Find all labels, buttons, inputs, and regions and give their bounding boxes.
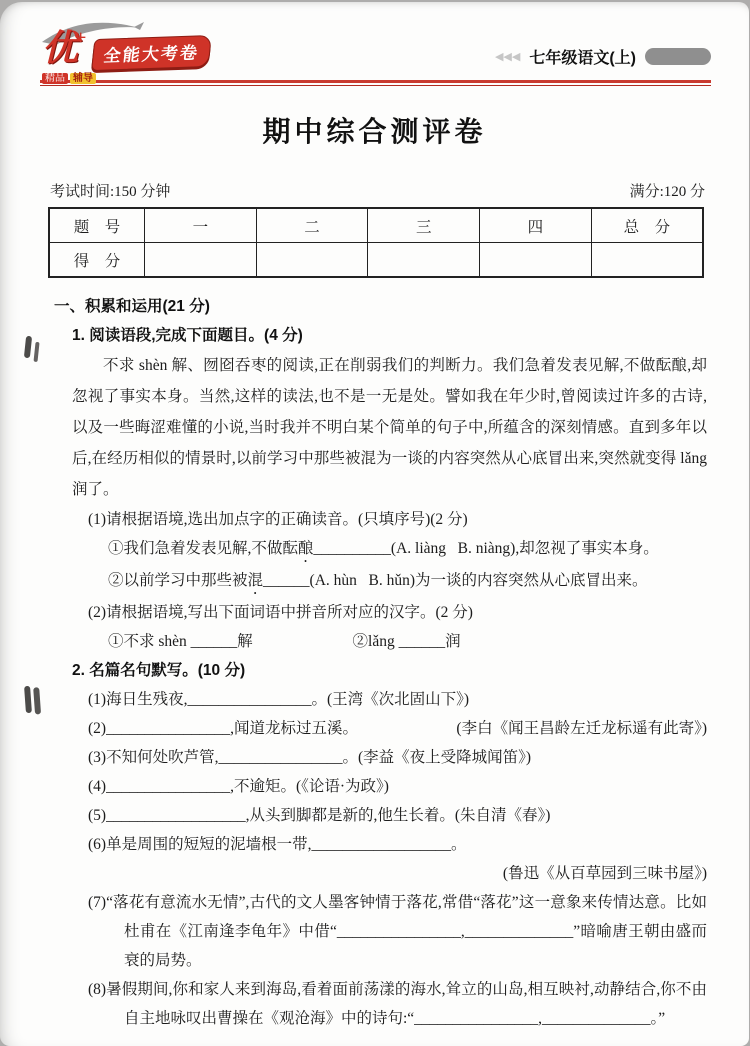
badge-jingpin: 精品 [42,73,68,84]
score-blank-cell [368,243,480,278]
q2-line-8: (8)暑假期间,你和家人来到海岛,看着面前荡漾的海水,耸立的山岛,相互映衬,动静结合,你不由自主地咏叹出曹操在《观沧海》中的诗句:“________________,______________。” [88,981,707,1027]
q1-item1-dotted-char: 酿 [297,540,314,557]
triple-arrow-icon: ◀◀◀ [494,51,521,63]
q1-sub1-item1 [108,534,707,566]
q2-line-2 [88,714,707,743]
q2-line-5: (5)__________________,从头到脚都是新的,他生长着。(朱自清《春》) [88,807,551,824]
exam-body [0,278,749,1033]
brand-logo [42,26,272,84]
score-blank-cell [591,243,703,278]
score-table-header-row [49,208,703,243]
logo-you-character: 优 [42,27,79,68]
q1-sub2-item2: ②lǎng ______润 [352,633,461,650]
q2-line-4: (4)________________,不逾矩。(《论语·为政》) [88,778,389,795]
logo-plus-sign: + [75,27,87,49]
q1-sub1-item2 [108,566,707,598]
q2-line-1: (1)海日生残夜,________________。(王湾《次北固山下》) [88,691,470,708]
score-table [48,207,704,278]
section-one-heading: 一、积累和运用(21 分) [54,298,210,315]
cell-score-label: 得 分 [49,243,145,278]
page-header [0,2,749,84]
exam-fullscore-label: 满分:120 分 [629,184,705,200]
cell-part-four: 四 [480,208,592,243]
q1-item1-pre: ①我们急着发表见解,不做酝 [108,540,298,557]
q2-line-6-source: (鲁迅《从百草园到三味书屋》) [502,865,707,882]
q2-line-6: (6)单是周围的短短的泥墙根一带,__________________。 [88,836,467,853]
exam-time-label: 考试时间:150 分钟 [50,184,171,200]
grey-pill-decoration [645,48,711,65]
q2-line-7: (7)“落花有意流水无情”,古代的文人墨客钟情于落花,常借“落花”这一意象来传情达意。比如杜甫在《江南逢李龟年》中借“________________,______________”暗喻唐王朝由盛而衰的局势。 [88,894,707,969]
q1-item1-post: __________(A. liàng B. niàng),却忽视了事实本身。 [313,540,659,557]
header-rule [40,80,711,86]
cell-total-score: 总 分 [591,208,703,243]
q1-sub2-item1: ①不求 shèn ______解 [108,633,253,650]
logo-banner: 全能大考卷 [91,35,212,71]
score-blank-cell [256,243,368,278]
q2-line-2-text: (2)________________,闻道龙标过五溪。 [88,720,358,737]
grade-row [495,45,711,76]
q1-sub2-instruction: (2)请根据语境,写出下面词语中拼音所对应的汉字。(2 分) [88,604,473,621]
cell-part-two: 二 [256,208,368,243]
page-title: 期中综合测评卷 [262,116,487,147]
q2-line-3: (3)不知何处吹芦管,________________。(李益《夜上受降城闻笛》) [88,749,532,766]
cell-part-three: 三 [368,208,480,243]
score-blank-cell [480,243,592,278]
cell-part-one: 一 [145,208,257,243]
question-1-stem: 1. 阅读语段,完成下面题目。(4 分) [72,327,303,344]
brand-subbadge [42,73,96,85]
q1-item2-dotted-char: 混 [247,572,264,589]
question-2-stem: 2. 名篇名句默写。(10 分) [72,662,246,679]
q1-sub1-instruction: (1)请根据语境,选出加点字的正确读音。(只填序号)(2 分) [88,511,468,528]
q1-item2-post: ______(A. hùn B. hǔn)为一谈的内容突然从心底冒出来。 [263,572,648,589]
score-table-score-row [49,243,703,278]
q2-line-2-source: (李白《闻王昌龄左迁龙标遥有此寄》) [456,720,707,737]
score-blank-cell [145,243,257,278]
q1-sub2-pair [108,627,707,656]
q1-item2-pre: ②以前学习中那些被 [108,572,248,589]
grade-subject-label: 七年级语文(上) [529,50,636,67]
exam-meta [50,180,705,201]
cell-question-number: 题 号 [49,208,145,243]
badge-fudao: 辅导 [70,73,96,84]
reading-passage: 不求 shèn 解、囫囵吞枣的阅读,正在削弱我们的判断力。我们急着发表见解,不做酝酿,却忽视了事实本身。当然,这样的读法,也不是一无是处。譬如我在年少时,曾阅读过许多的古诗,以及一些晦涩难懂的小说,当时我并不明白某个简单的句子中,所蕴含的深刻情感。直到多年以后,在经历相似的情景时,以前学习中那些被混为一谈的内容突然从心底冒出来,突然就变得 lǎng 润了。 [72,357,707,498]
exam-page [0,2,749,1046]
